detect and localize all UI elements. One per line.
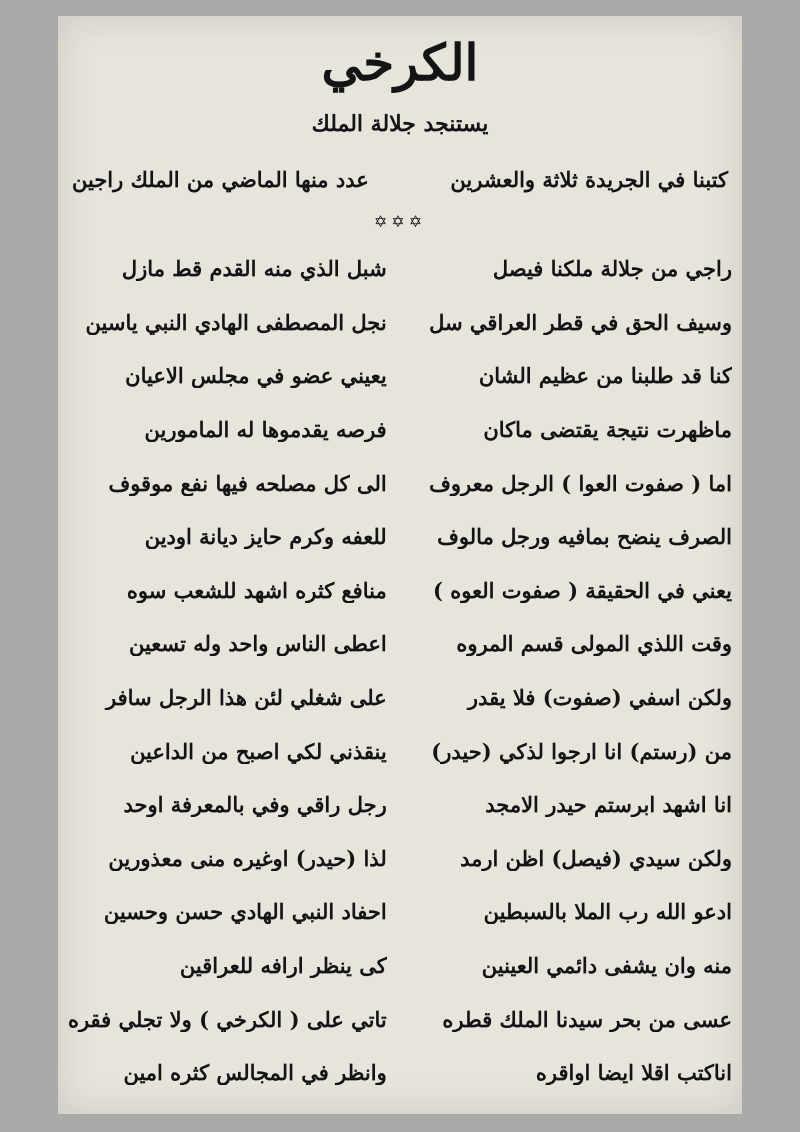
verse-first-hemistich: منه وان يشفى دائمي العينين [481,953,732,979]
verse-second-hemistich: يعيني عضو في مجلس الاعيان [125,363,387,389]
intro-line [72,154,728,204]
verse-line [68,885,732,939]
verse-first-hemistich: ماظهرت نتيجة يقتضى ماكان [483,417,732,443]
poem-verses [68,242,732,1100]
verse-line [68,403,732,457]
verse-line [68,1046,732,1100]
verse-first-hemistich: وقت اللذي المولى قسم المروه [456,631,732,657]
verse-second-hemistich: شبل الذي منه القدم قط مازل [121,256,387,282]
verse-second-hemistich: تاتي على ( الكرخي ) ولا تجلي فقره [68,1006,387,1032]
verse-second-hemistich: نجل المصطفى الهادي النبي ياسين [85,309,387,335]
verse-line [68,296,732,350]
verse-second-hemistich: كى ينظر ارافه للعراقين [179,953,387,979]
verse-second-hemistich: لذا (حيدر) اوغيره منى معذورين [108,845,387,871]
newspaper-page [58,16,742,1114]
verse-line [68,724,732,778]
verse-first-hemistich: اما ( صفوت العوا ) الرجل معروف [429,470,732,496]
verse-first-hemistich: عسى من بحر سيدنا الملك قطره [442,1006,732,1032]
verse-first-hemistich: من (رستم) انا ارجوا لذكي (حيدر) [431,738,732,764]
verse-line [68,564,732,618]
verse-line [68,992,732,1046]
verse-line [68,778,732,832]
verse-line [68,617,732,671]
verse-second-hemistich: ينقذني لكي اصبح من الداعين [130,738,387,764]
verse-first-hemistich: ادعو الله رب الملا بالسبطين [483,899,732,925]
verse-first-hemistich: الصرف ينضح بمافيه ورجل مالوف [437,524,732,550]
verse-second-hemistich: احفاد النبي الهادي حسن وحسين [103,899,387,925]
verse-line [68,939,732,993]
star-separator: ✡✡✡ [373,212,427,231]
verse-line [68,832,732,886]
verse-line [68,456,732,510]
verse-second-hemistich: وانظر في المجالس كثره امين [123,1060,387,1086]
verse-first-hemistich: وسيف الحق في قطر العراقي سل [429,309,732,335]
verse-first-hemistich: انا اشهد ابرستم حيدر الامجد [485,792,732,818]
verse-first-hemistich: راجي من جلالة ملكنا فيصل [492,256,732,282]
verse-first-hemistich: ولكن سيدي (فيصل) اظن ارمد [460,845,732,871]
verse-second-hemistich: منافع كثره اشهد للشعب سوه [126,577,387,603]
verse-first-hemistich: ولكن اسفي (صفوت) فلا يقدر [467,685,732,711]
verse-line [68,242,732,296]
article-subtitle: يستنجد جلالة الملك [311,111,489,137]
verse-first-hemistich: يعني في الحقيقة ( صفوت العوه ) [432,577,732,603]
verse-second-hemistich: للعفه وكرم حايز ديانة اودين [144,524,387,550]
verse-second-hemistich: الى كل مصلحه فيها نفع موقوف [108,470,387,496]
verse-line [68,349,732,403]
article-title: الكرخي [321,33,479,92]
verse-second-hemistich: رجل راقي وفي بالمعرفة اوحد [123,792,387,818]
verse-second-hemistich: فرصه يقدموها له المامورين [144,417,387,443]
intro-right-hemistich: كتبنا في الجريدة ثلاثة والعشرين [450,166,728,192]
verse-second-hemistich: اعطى الناس واحد وله تسعين [128,631,387,657]
verse-line [68,510,732,564]
verse-first-hemistich: اناكتب اقلا ايضا اواقره [535,1060,732,1086]
verse-second-hemistich: على شغلي لئن هذا الرجل سافر [106,685,387,711]
verse-first-hemistich: كنا قد طلبنا من عظيم الشان [478,363,732,389]
intro-left-hemistich: عدد منها الماضي من الملك راجين [72,166,369,192]
verse-line [68,671,732,725]
